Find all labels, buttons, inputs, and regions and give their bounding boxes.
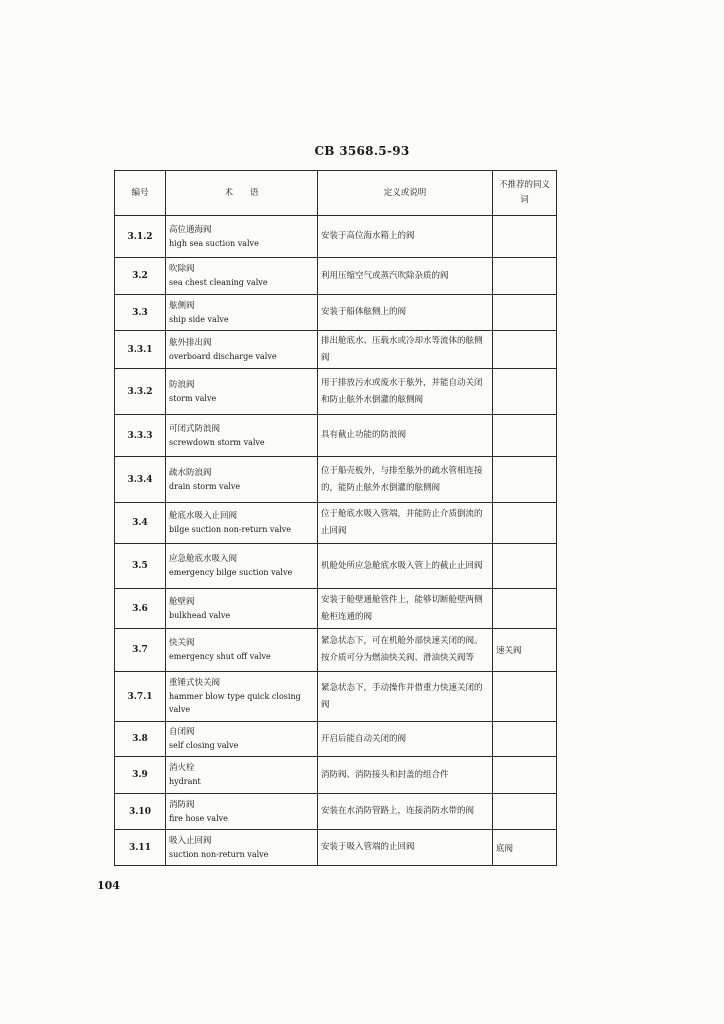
term-chinese: 消火栓 [169, 763, 195, 773]
term-synonym [493, 415, 557, 457]
term-cell [166, 589, 318, 629]
term-cell [166, 216, 318, 258]
term-english: self closing valve [169, 741, 239, 750]
term-number: 3.7 [115, 629, 166, 672]
term-chinese: 疏水防浪阀 [169, 467, 212, 478]
term-cell [166, 295, 318, 331]
term-number: 3.3.2 [115, 369, 166, 415]
header-definition: 定义或说明 [318, 171, 493, 216]
term-synonym: 速关阀 [493, 629, 557, 672]
term-number: 3.10 [115, 794, 166, 830]
term-english: bilge suction non-return valve [169, 525, 292, 534]
term-number: 3.4 [115, 503, 166, 544]
term-cell [166, 794, 318, 830]
terms-table [114, 170, 557, 866]
header-number: 编号 [115, 171, 166, 216]
table-row [115, 415, 557, 457]
term-english: drain storm valve [169, 481, 241, 491]
term-cell [166, 369, 318, 415]
term-chinese: 快关阀 [169, 638, 195, 648]
term-chinese: 自闭阀 [169, 727, 195, 737]
table-row [115, 794, 557, 830]
term-definition: 用于排放污水或废水于舷外，并能自动关闭和防止舷外水倒灌的舷侧阀 [318, 369, 493, 415]
term-synonym [493, 503, 557, 544]
term-synonym [493, 258, 557, 295]
term-synonym: 底阀 [493, 830, 557, 866]
term-english: hammer blow type quick closing valve [169, 692, 301, 714]
term-chinese: 防浪阀 [169, 379, 195, 390]
table-row [115, 544, 557, 589]
term-english: ship side valve [169, 314, 229, 324]
term-cell [166, 258, 318, 295]
term-definition: 排出舱底水、压载水或冷却水等流体的舷侧阀 [318, 331, 493, 369]
term-synonym [493, 589, 557, 629]
term-cell [166, 503, 318, 544]
table-row [115, 589, 557, 629]
term-chinese: 重锤式快关阀 [169, 678, 221, 688]
term-chinese: 吹除阀 [169, 264, 195, 274]
term-cell [166, 830, 318, 866]
term-english: bulkhead valve [169, 610, 231, 620]
table-row [115, 216, 557, 258]
term-synonym [493, 544, 557, 589]
term-chinese: 应急舱底水吸入阀 [169, 554, 238, 564]
term-english: hydrant [169, 777, 201, 786]
term-cell [166, 722, 318, 757]
term-cell [166, 757, 318, 794]
term-number: 3.3.3 [115, 415, 166, 457]
table-row [115, 258, 557, 295]
term-cell [166, 331, 318, 369]
term-english: screwdown storm valve [169, 437, 265, 447]
term-synonym [493, 369, 557, 415]
term-chinese: 舱壁阀 [169, 596, 195, 607]
term-cell [166, 629, 318, 672]
table-row [115, 369, 557, 415]
term-english: storm valve [169, 393, 217, 403]
term-english: high sea suction valve [169, 238, 259, 248]
term-synonym [493, 331, 557, 369]
term-definition: 位于船壳板外，与排至舷外的疏水管相连接的，能防止舷外水倒灌的舷侧阀 [318, 457, 493, 503]
table-body [115, 216, 557, 866]
term-number: 3.5 [115, 544, 166, 589]
term-cell [166, 672, 318, 722]
term-number: 3.2 [115, 258, 166, 295]
term-number: 3.3 [115, 295, 166, 331]
term-english: fire hose valve [169, 813, 228, 823]
term-chinese: 舱底水吸入止回阀 [169, 511, 238, 521]
term-synonym [493, 722, 557, 757]
table-row [115, 830, 557, 866]
term-number: 3.8 [115, 722, 166, 757]
term-definition: 安装于高位海水箱上的阀 [318, 216, 493, 258]
term-english: emergency shut off valve [169, 652, 271, 661]
term-number: 3.7.1 [115, 672, 166, 722]
term-definition: 安装于船体舷侧上的阀 [318, 295, 493, 331]
term-definition: 开启后能自动关闭的阀 [318, 722, 493, 757]
table-row [115, 503, 557, 544]
term-definition: 紧急状态下，可在机舱外部快速关闭的阀。按介质可分为燃油快关阀、滑油快关阀等 [318, 629, 493, 672]
term-cell [166, 457, 318, 503]
table-header-row [115, 171, 557, 216]
term-cell [166, 544, 318, 589]
term-chinese: 舷侧阀 [169, 300, 195, 311]
term-definition: 紧急状态下，手动操作并借重力快速关闭的阀 [318, 672, 493, 722]
term-definition: 位于舱底水吸入管端，并能防止介质倒流的止回阀 [318, 503, 493, 544]
term-definition: 安装于吸入管端的止回阀 [318, 830, 493, 866]
term-english: emergency bilge suction valve [169, 568, 293, 577]
standard-code: CB 3568.5-93 [314, 144, 410, 158]
term-synonym [493, 757, 557, 794]
term-number: 3.3.1 [115, 331, 166, 369]
term-number: 3.6 [115, 589, 166, 629]
term-definition: 安装于舱壁通舱管件上，能够切断舱壁两侧舱柜连通的阀 [318, 589, 493, 629]
term-cell [166, 415, 318, 457]
term-definition: 具有截止功能的防浪阀 [318, 415, 493, 457]
term-chinese: 高位通海阀 [169, 224, 212, 235]
term-english: suction non-return valve [169, 849, 269, 859]
term-chinese: 消防阀 [169, 799, 195, 810]
term-definition: 安装在水消防管路上，连接消防水带的阀 [318, 794, 493, 830]
term-number: 3.1.2 [115, 216, 166, 258]
table-row [115, 629, 557, 672]
term-definition: 利用压缩空气或蒸汽吹除杂质的阀 [318, 258, 493, 295]
header-synonym: 不推荐的同义词 [493, 171, 557, 216]
table-row [115, 457, 557, 503]
term-number: 3.11 [115, 830, 166, 866]
table-row [115, 757, 557, 794]
term-english: overboard discharge valve [169, 351, 277, 361]
term-definition: 机舱处所应急舱底水吸入管上的截止止回阀 [318, 544, 493, 589]
page-number: 104 [97, 879, 120, 892]
term-synonym [493, 216, 557, 258]
term-definition: 消防阀、消防接头和封盖的组合件 [318, 757, 493, 794]
table-row [115, 722, 557, 757]
term-english: sea chest cleaning valve [169, 278, 268, 287]
term-chinese: 可闭式防浪阀 [169, 423, 221, 434]
table-row [115, 672, 557, 722]
term-synonym [493, 457, 557, 503]
term-chinese: 吸入止回阀 [169, 835, 212, 846]
term-number: 3.3.4 [115, 457, 166, 503]
header-term: 术 语 [166, 171, 318, 216]
term-number: 3.9 [115, 757, 166, 794]
term-chinese: 舷外排出阀 [169, 337, 212, 348]
table-row [115, 331, 557, 369]
term-synonym [493, 794, 557, 830]
term-synonym [493, 672, 557, 722]
table-row [115, 295, 557, 331]
term-synonym [493, 295, 557, 331]
